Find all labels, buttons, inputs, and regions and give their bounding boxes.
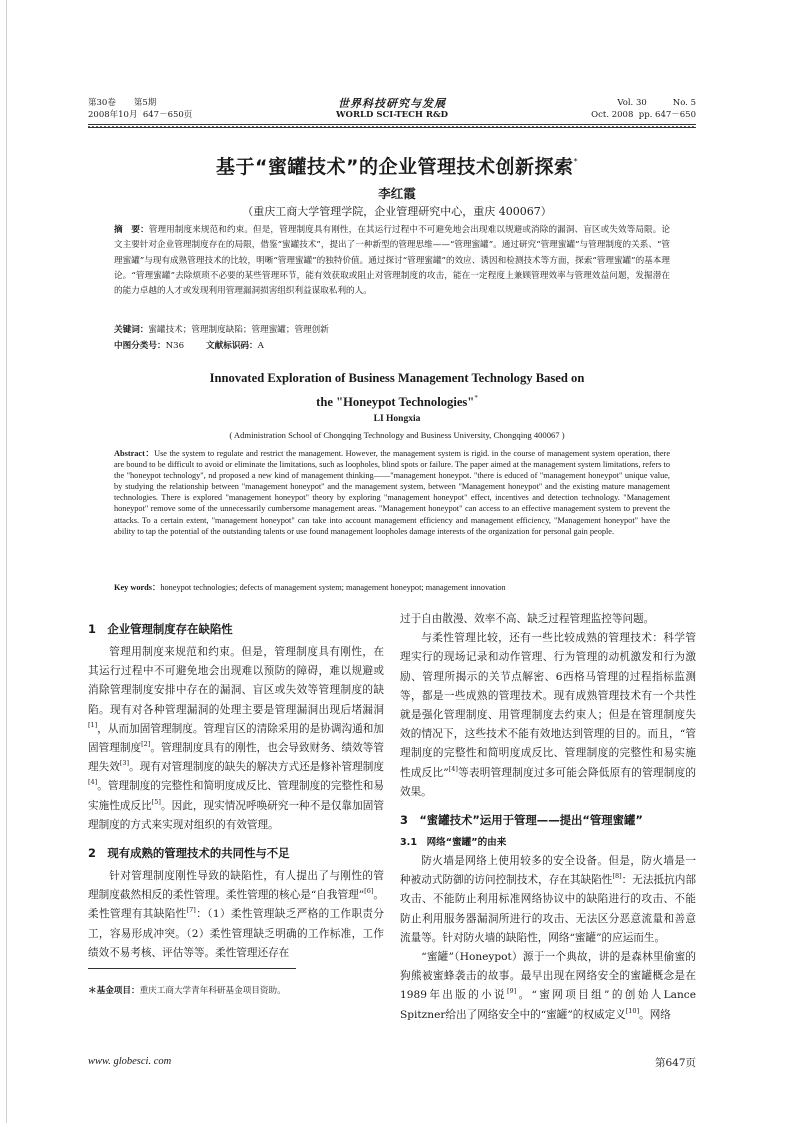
section-3-1-heading: 3.1 网络“蜜罐”的由来 [400, 837, 507, 849]
body-left-column [88, 619, 384, 963]
footer-page-number: 第647页 [654, 1057, 696, 1069]
text-run: ，从而加固管理制度。管理盲区的清除采用的是协调沟通和加固管理制度 [88, 722, 384, 755]
section-1-paragraph [88, 643, 384, 835]
text-run: 。管理制度具有的刚性，也会导致财务、绩效等管理失效 [88, 742, 384, 774]
citation-6[interactable]: [6] [364, 887, 374, 896]
text-run: “蜜罐”（Honeypot）源于一个典故，讲的是森林里偷蜜的狗熊被蜜蜂袭击的故事。最早出现在网络安全的蜜罐概念是在1989年出版的小说 [400, 951, 696, 1002]
classification-cn [114, 339, 670, 353]
body-right-column [400, 610, 696, 1025]
clc-value: N36 [165, 341, 185, 351]
header-pages-en: pp. 647－650 [638, 110, 696, 120]
citation-4b[interactable]: [4] [448, 764, 458, 773]
header-journal [308, 97, 476, 121]
text-run: 。管理制度的完整性和简明度成反比、管理制度的完整性和易实施性成反比 [88, 780, 384, 812]
keywords-en [114, 582, 670, 593]
abstract-en-label: Abstract： [114, 449, 155, 458]
keywords-cn-label: 关键词： [114, 325, 149, 335]
footnote-label: ＊基金项目： [88, 986, 140, 996]
abstract-cn-text: 管理用制度来规范和约束。但是，管理制度具有刚性，在其运行过程中不可避免地会出现难以规避或消除的漏洞、盲区或失效等局限。论文主要针对企业管理制度存在的局限，借鉴“蜜罐技术”，提出了一种新型的管理思维——“管理蜜罐”。通过研究“管理蜜罐”与管理制度的关系、“管理蜜罐”与现有成熟管理技术的比较，明晰“管理蜜罐”的独特价值。通过探讨“管理蜜罐”的效应、诱因和检测技术等方面，探索“管理蜜罐”的基本理论。“管理蜜罐”去除烦琐不必要的某些管理环节，能有效获取或阻止对管理制度的攻击，能在一定程度上兼顾管理效率与管理效益问题，发掘潜在的能力卓越的人才或发现利用管理漏洞损害组织利益谋取私利的人。 [114, 225, 670, 297]
text-run: 。现有对管理制度的缺失的解决方式还是修补管理制度 [129, 761, 385, 774]
keywords-en-text: honeypot technologies; defects of management system; management honeypot; management innovation [160, 583, 506, 592]
keywords-cn-text: 蜜罐技术；管理制度缺陷；管理蜜罐；管理创新 [148, 325, 329, 335]
doc-code-value: A [257, 341, 264, 351]
text-run: 。网络 [639, 1008, 671, 1021]
text-run: 防火墙是网络上使用较多的安全设备。但是，防火墙是一种被动式防御的访问控制技术，存在其缺陷性 [400, 855, 696, 887]
affiliation-en: ( Administration School of Chongqing Technology and Business University, Chongqing 400067 ) [229, 430, 565, 440]
header-left [88, 97, 192, 121]
citation-7[interactable]: [7] [186, 906, 196, 915]
header-pages-cn: 647－650页 [142, 110, 193, 120]
header-issue-cn: 第5期 [133, 98, 157, 108]
section-3-1-paragraph-1 [400, 852, 696, 948]
header-rule [88, 124, 696, 128]
text-run: ：无法抵抗内部攻击、不能防止利用标准网络协议中的缺陷进行的攻击、不能防止利用服务器漏洞所进行的攻击、无法区分恶意流量和善意流量等。针对防火墙的缺陷性，网络“蜜罐”的应运而生。 [400, 874, 697, 944]
journal-name-cn: 世界科技研究与发展 [338, 97, 446, 110]
title-cn-footnote-mark: * [573, 157, 578, 166]
title-en-footnote-mark: * [474, 394, 478, 402]
doc-code-label: 文献标识码： [206, 341, 258, 351]
paper-title-cn [0, 152, 794, 179]
abstract-cn [114, 223, 670, 299]
citation-1[interactable]: [1] [88, 720, 98, 729]
text-run: ：（1）柔性管理缺乏严格的工作职责分工，容易形成冲突。（2）柔性管理缺乏明确的工作标准，工作绩效不易考核、评估等等。柔性管理还存在 [88, 908, 384, 959]
text-run: 。“蜜网项目组”的创始人Lance Spitzner给出了网络安全中的“蜜罐”的权威定义 [400, 989, 696, 1021]
abstract-cn-label: 摘 要： [114, 225, 149, 235]
citation-2[interactable]: [2] [141, 740, 151, 749]
section-2-heading: 2 现有成熟的管理技术的共同性与不足 [88, 846, 290, 861]
author-en: LI Hongxia [373, 414, 421, 424]
abstract-en [114, 448, 670, 537]
running-header [88, 97, 696, 121]
citation-5[interactable]: [5] [151, 797, 161, 806]
section-2-paragraph-2 [400, 629, 696, 802]
abstract-en-text: Use the system to regulate and restrict the management. However, the management system is rigid. in the course of management system operation, there are bound to be difficult to avoid or eliminate the limitations, such as loopholes, blind spots or failure. The paper aimed at the management system limitations, refers to the "honeypot technology", nd proposed a new kind of management thinking——"management honeypot. "there is educed of "management honeypot" unique value, by studying the relationship between "management honeypot" and the management system, between "Management honeypot" and the existing mature management technologies. There is explored "management honeypot" theory by exploring "management honeypot" effect, incentives and detection technology. "Management honeypot" remove some of the unnecessarily cumbersome management areas. "Management honeypot" can access to an effective management system to prevent the attacks. To a certain extent, "management honeypot" can take into account management efficiency and management efficiency, "Management honeypot" have the ability to tap the potential of the outstanding talents or use found management loopholes damage interests of the organization for personal gain people. [114, 449, 670, 536]
author-cn: 李红霞 [378, 186, 416, 201]
text-run: 等表明管理制度过多可能会降低原有的管理制度的效果。 [400, 766, 696, 798]
paper-title-en [0, 368, 794, 412]
text-run: 与柔性管理比较，还有一些比较成熟的管理技术：科学管理实行的现场记录和动作管理、行为管理的动机激发和行为激励、管理所揭示的关节点解密、6西格马管理的过程指标监测等，都是一些成熟的管理技术。现有成熟管理技术有一个共性就是强化管理制度、用管理制度去约束人；但是在管理制度失效的情况下，这些技术不能有效地达到管理的目的。而且，“管理制度的完整性和简明度成反比、管理制度的完整性和易实施性成反比” [400, 632, 696, 779]
citation-10[interactable]: [10] [625, 1006, 640, 1015]
section-1-heading: 1 企业管理制度存在缺陷性 [88, 622, 233, 636]
header-right [591, 97, 696, 121]
title-cn-text: 基于“蜜罐技术”的企业管理技术创新探索 [216, 156, 574, 178]
text-run: 。柔性管理有其缺陷性 [88, 889, 384, 921]
footnote-rule [88, 968, 296, 969]
journal-name-en: WORLD SCI-TECH R&D [336, 110, 448, 120]
keywords-en-label: Key words： [114, 583, 161, 592]
clc-label: 中图分类号： [114, 341, 166, 351]
text-run: 针对管理制度刚性导致的缺陷性，有人提出了与刚性的管理制度截然相反的柔性管理。柔性管理的核心是“自我管理” [88, 870, 384, 902]
citation-9[interactable]: [9] [507, 987, 517, 996]
title-en-line2: the "Honeypot Technologies" [316, 395, 475, 409]
text-run: 。因此，现实情况呼唤研究一种不是仅靠加固管理制度的方式来实现对组织的有效管理。 [88, 799, 385, 831]
section-2-continuation: 过于自由散漫、效率不高、缺乏过程管理监控等问题。 [400, 613, 655, 625]
keywords-cn [114, 323, 670, 337]
header-date-en: Oct. 2008 [591, 110, 634, 120]
section-3-heading: 3 “蜜罐技术”运用于管理——提出“管理蜜罐” [400, 813, 643, 828]
header-date-cn: 2008年10月 [88, 110, 138, 120]
section-2-paragraph [88, 867, 384, 963]
text-run: 管理用制度来规范和约束。但是，管理制度具有刚性，在其运行过程中不可避免地会出现难以预防的障碍，难以规避或消除管理制度安排中存在的漏洞、盲区或失效等管理制度的缺陷。现有对各种管理漏洞的处理主要是管理漏洞出现后堵漏洞 [88, 646, 384, 716]
header-volume-en: Vol. 30 [617, 98, 647, 108]
affiliation-cn: （重庆工商大学管理学院，企业管理研究中心，重庆 400067） [242, 205, 552, 218]
citation-3[interactable]: [3] [119, 759, 130, 768]
footnote-text: 重庆工商大学青年科研基金项目资助。 [139, 986, 286, 996]
header-issue-en: No. 5 [672, 98, 696, 108]
footer-url[interactable]: www. globesci. com [88, 1056, 172, 1067]
footnote [88, 985, 384, 997]
citation-8[interactable]: [8] [612, 872, 622, 881]
header-volume-cn: 第30卷 [88, 98, 116, 108]
title-en-line1: Innovated Exploration of Business Management Technology Based on [209, 371, 585, 385]
citation-4[interactable]: [4] [88, 778, 98, 787]
section-3-1-paragraph-2 [400, 948, 696, 1025]
